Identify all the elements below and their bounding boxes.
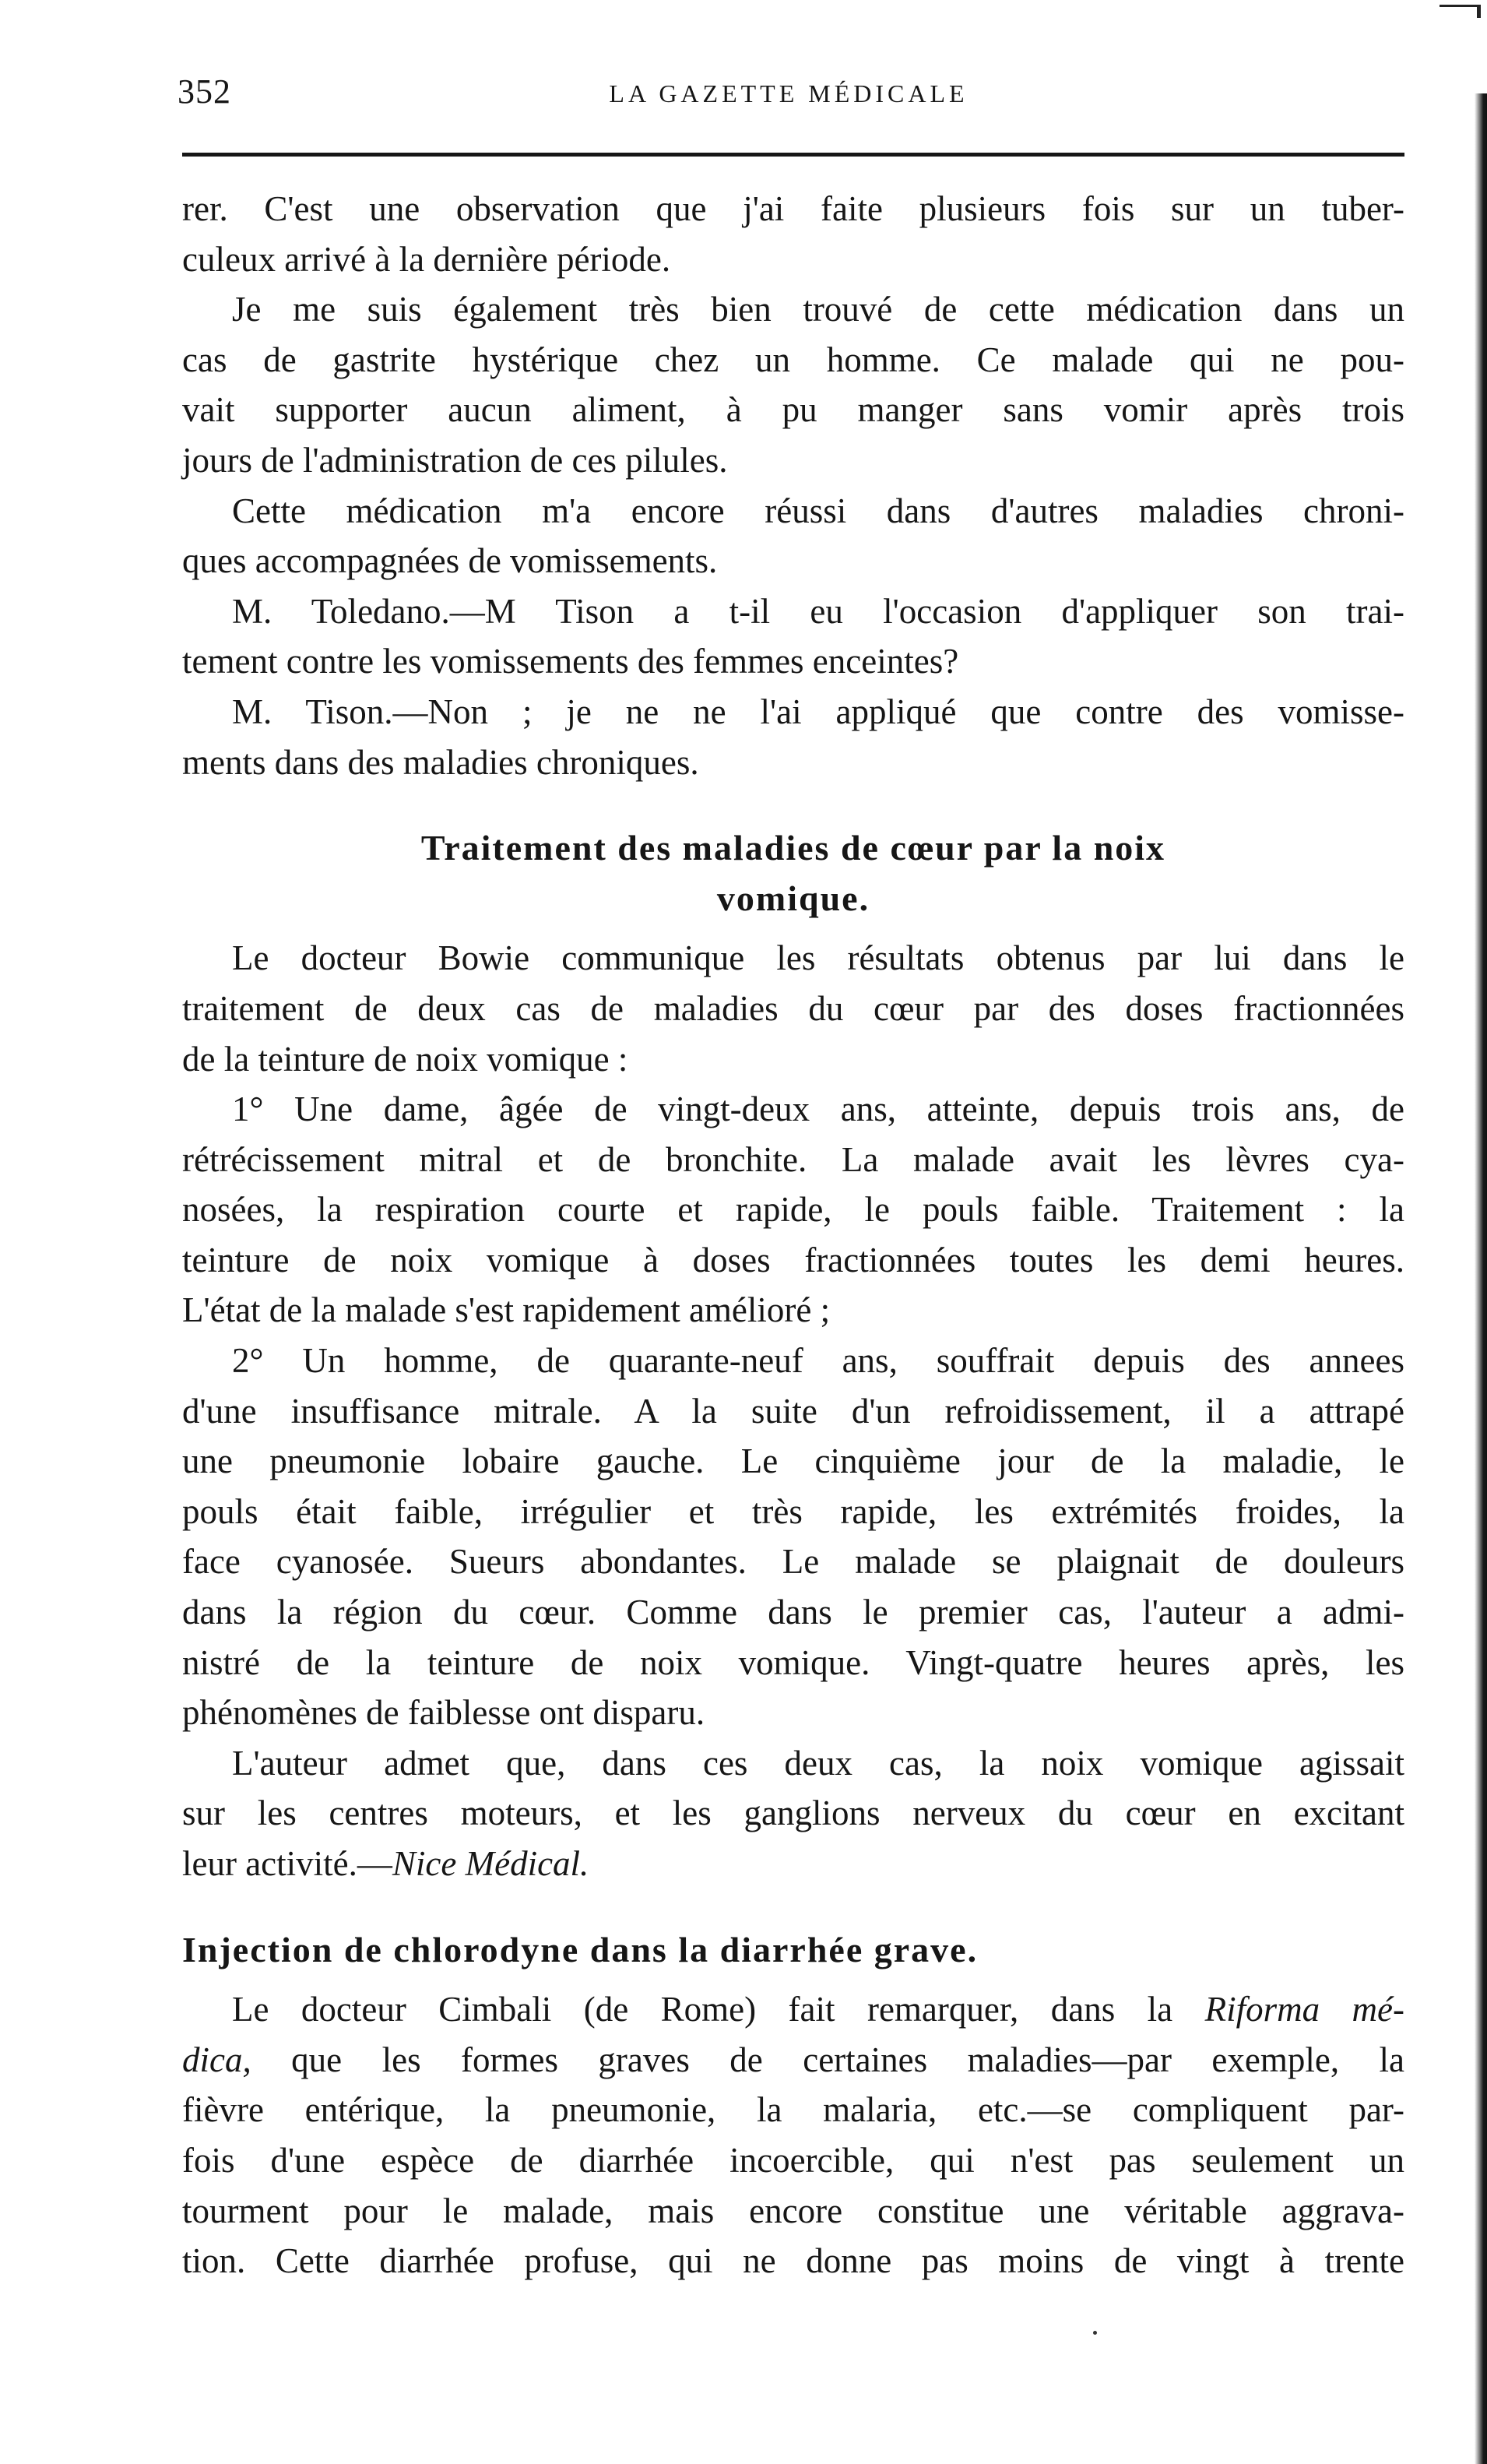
text-line: jours de l'administration de ces pilules. [182,440,728,480]
text-line [182,1984,1404,2035]
text-line: M. Tison.—Non ; je ne ne l'ai appliqué que contre des vomisse- [232,692,1404,731]
text-line: vait supporter aucun aliment, à pu manger sans vomir après trois [182,390,1404,430]
text-line: ments dans des maladies chroniques. [182,742,699,782]
text-span: que les formes graves de certaines maladies—par exemple, la [251,2040,1404,2079]
page-header [178,72,1400,118]
text-line: 1° Une dame, âgée de vingt-deux ans, atteinte, depuis trois ans, de [232,1089,1404,1129]
section-heading: Injection de chlorodyne dans la diarrhée grave. [182,1929,979,1969]
text-line: de la teinture de noix vomique : [182,1039,628,1079]
text-line: fièvre entérique, la pneumonie, la malaria, etc.—se compliquent par- [182,2090,1404,2130]
text-line: tement contre les vomissements des femmes enceintes? [182,642,959,681]
text-line: sur les centres moteurs, et les ganglions nerveux du cœur en excitant [182,1793,1404,1833]
binding-shadow [1475,93,1487,2464]
text-line: phénomènes de faiblesse ont disparu. [182,1693,705,1733]
running-head: LA GAZETTE MÉDICALE [609,79,968,107]
text-line [182,2035,1404,2086]
text-line: L'auteur admet que, dans ces deux cas, la noix vomique agissait [232,1743,1404,1783]
text-line: fois d'une espèce de diarrhée incoercible, qui n'est pas seulement un [182,2140,1404,2180]
source-citation: Nice Médical. [392,1844,589,1883]
text-line: traitement de deux cas de maladies du cœur par des doses fractionnées [182,988,1404,1028]
text-line: Le docteur Bowie communique les résultats obtenus par lui dans le [232,938,1404,978]
text-line: ques accompagnées de vomissements. [182,541,718,581]
text-line: nosées, la respiration courte et rapide, le pouls faible. Traitement : la [182,1190,1404,1230]
text-line: Cette médication m'a encore réussi dans d'autres maladies chroni- [232,491,1404,530]
text-line: rer. C'est une observation que j'ai faite plusieurs fois sur un tuber- [182,189,1404,228]
scan-speck [1093,2331,1097,2335]
text-line: pouls était faible, irrégulier et très rapide, les extrémités froides, la [182,1491,1404,1531]
journal-title: Riforma mé- [1204,1990,1404,2029]
page-number: 352 [178,72,231,111]
scan-corner-mark [1440,5,1481,18]
text-line: Je me suis également très bien trouvé de cette médication dans un [232,290,1404,329]
text-line-with-source [182,1839,1404,1889]
text-line: nistré de la teinture de noix vomique. Vingt-quatre heures après, les [182,1642,1404,1682]
section-heading: Traitement des maladies de cœur par la noix [420,828,1166,868]
text-line: une pneumonie lobaire gauche. Le cinquième jour de la maladie, le [182,1441,1404,1481]
journal-title-continued: dica, [182,2040,251,2079]
text-line: dans la région du cœur. Comme dans le premier cas, l'auteur a admi- [182,1593,1404,1632]
text-line: tion. Cette diarrhée profuse, qui ne donne pas moins de vingt à trente [182,2241,1404,2281]
text-line: culeux arrivé à la dernière période. [182,239,671,279]
text-span: Le docteur Cimbali (de Rome) fait remarquer, dans la [232,1990,1205,2029]
text-line: teinture de noix vomique à doses fractionnées toutes les demi heures. [182,1240,1404,1280]
article-body [182,184,1404,2286]
text-line: cas de gastrite hystérique chez un homme. Ce malade qui ne pou- [182,340,1404,379]
text-line: 2° Un homme, de quarante-neuf ans, souffrait depuis des annees [232,1341,1404,1381]
header-rule [182,153,1404,157]
text-line: face cyanosée. Sueurs abondantes. Le malade se plaignait de douleurs [182,1542,1404,1582]
section-heading-continued: vomique. [716,878,870,918]
text-line: L'état de la malade s'est rapidement amélioré ; [182,1290,831,1330]
text-line: tourment pour le malade, mais encore constitue une véritable aggrava- [182,2191,1404,2230]
text-line: rétrécissement mitral et de bronchite. La malade avait les lèvres cya- [182,1139,1404,1179]
text-span: leur activité.— [182,1844,392,1883]
text-line: M. Toledano.—M Tison a t-il eu l'occasion d'appliquer son trai- [232,591,1404,631]
text-line: d'une insuffisance mitrale. A la suite d'un refroidissement, il a attrapé [182,1391,1404,1431]
